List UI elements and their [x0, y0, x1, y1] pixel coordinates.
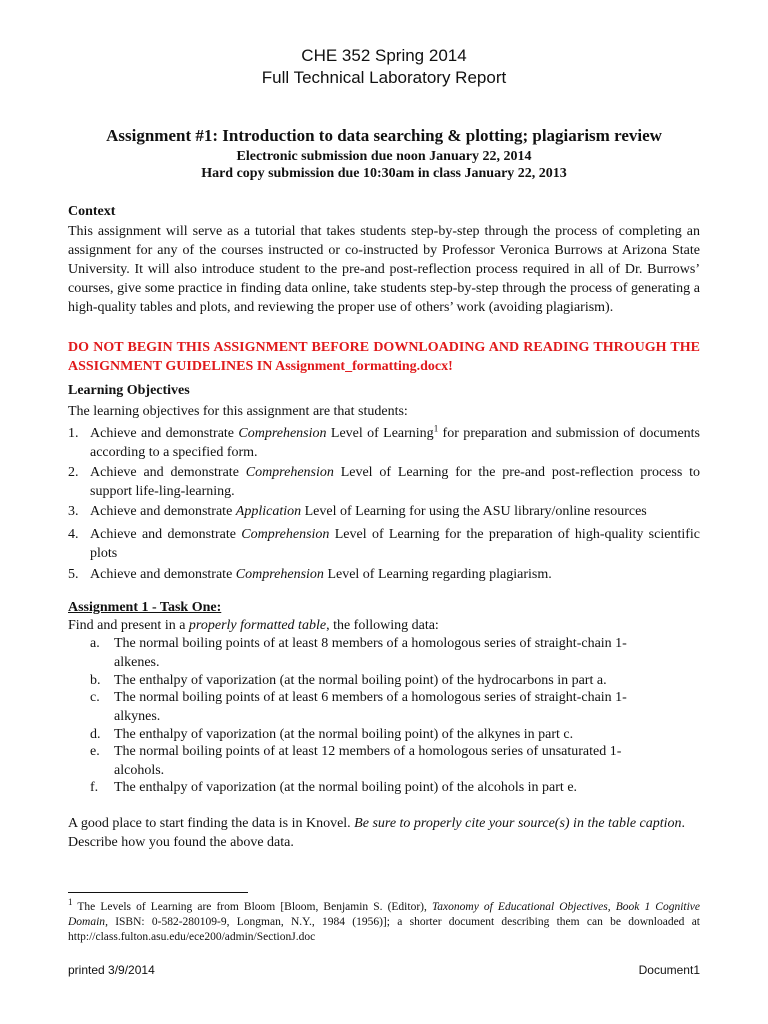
objective-level: Comprehension [245, 465, 334, 480]
task-item-text: The enthalpy of vaporization (at the normal boiling point) of the alcohols in part e. [114, 780, 578, 795]
objective-text: Achieve and demonstrate [90, 567, 236, 582]
objective-level: Comprehension [238, 426, 327, 441]
objective-item [68, 525, 700, 563]
task-item-text: The normal boiling points of at least 8 members of a homologous series of straight-chain 1-alkenes. [114, 636, 627, 670]
task-item-text: The enthalpy of vaporization (at the normal boiling point) of the hydrocarbons in part a. [114, 673, 607, 688]
objective-text: Achieve and demonstrate [90, 504, 236, 519]
footnote [68, 897, 700, 945]
footnote-book-title: Taxonomy of Educational Objectives, Book 1 Cognitive Domain [68, 901, 700, 928]
objective-text: Level of Learning [326, 426, 434, 441]
task-one-heading: Assignment 1 - Task One: [68, 600, 222, 615]
task-item-letter: c. [90, 690, 100, 705]
objective-level: Application [235, 504, 302, 519]
footnote-mark: 1 [68, 897, 73, 908]
closing-text: A good place to start finding the data is in Knovel. [68, 816, 355, 831]
objective-item [68, 502, 700, 521]
objective-number: 5. [68, 567, 79, 582]
course-title: CHE 352 Spring 2014 [301, 46, 467, 65]
objective-text: Achieve and demonstrate [90, 426, 239, 441]
footnote-reference: 1 [433, 423, 439, 434]
warning-notice: DO NOT BEGIN THIS ASSIGNMENT BEFORE DOWNLOADING AND READING THROUGH THE ASSIGNMENT GUIDELINES IN Assignment_formatting.docx! [68, 340, 700, 374]
objective-text: for preparation and submission of documents according to a specified form. [90, 426, 700, 460]
task-item [90, 634, 670, 672]
task-one-intro [68, 616, 700, 635]
footnote-text: , ISBN: 0-582-280109-9, Longman, N.Y., 1984 (1956)]; a shorter document describing them can be downloaded at http://class.fulton.asu.edu/ece200/admin/SectionJ.doc [68, 916, 700, 943]
task-item [90, 742, 670, 780]
context-heading: Context [68, 204, 116, 219]
task-item-text: The normal boiling points of at least 12 members of a homologous series of unsaturated 1-alcohols. [114, 744, 622, 778]
task-intro-emphasis: properly formatted table [188, 618, 327, 633]
objective-level: Comprehension [235, 567, 324, 582]
objective-item [68, 463, 700, 501]
objective-text: Level of Learning for the pre-and post-reflection process to support life-ling-learning. [90, 465, 700, 499]
objectives-heading: Learning Objectives [68, 383, 190, 398]
footnote-text: The Levels of Learning are from Bloom [Bloom, Benjamin S. (Editor), [72, 901, 432, 913]
objective-number: 1. [68, 426, 79, 441]
task-item-letter: d. [90, 727, 101, 742]
task-item [90, 778, 670, 797]
printed-date: printed 3/9/2014 [68, 963, 155, 977]
closing-text: . Describe how you found the above data. [68, 816, 686, 850]
task-item-letter: a. [90, 636, 100, 651]
objective-text: Achieve and demonstrate [90, 527, 242, 542]
objective-item [68, 565, 700, 584]
objective-level: Comprehension [241, 527, 330, 542]
task-intro-text: , the following data: [326, 618, 439, 633]
hardcopy-due-date: Hard copy submission due 10:30am in class January 22, 2013 [201, 166, 567, 181]
context-paragraph: This assignment will serve as a tutorial that takes students step-by-step through the process of completing an assignment for any of the courses instructed or co-instructed by Professor Veronica Burrows at Arizona State University. It will also introduce student to the pre-and post-reflection process required in all of Dr. Burrows’ courses, give some practice in finding data online, take students step-by-step through the process of generating a high-quality tables and plots, and reviewing the proper use of others’ work (avoiding plagiarism). [68, 224, 700, 315]
task-intro-text: Find and present in a [68, 618, 189, 633]
objective-item [68, 424, 700, 462]
closing-emphasis: Be sure to properly cite your source(s) in the table caption [354, 816, 682, 831]
task-one-closing [68, 814, 700, 852]
report-type-title: Full Technical Laboratory Report [261, 68, 507, 87]
objective-text: Level of Learning for the preparation of high-quality scientific plots [90, 527, 700, 561]
objective-text: Level of Learning for using the ASU library/online resources [301, 504, 647, 519]
footnote-divider [68, 892, 248, 893]
objectives-intro: The learning objectives for this assignment are that students: [68, 404, 408, 419]
objective-number: 2. [68, 465, 79, 480]
task-item-text: The enthalpy of vaporization (at the normal boiling point) of the alkynes in part c. [114, 727, 574, 742]
task-item [90, 688, 670, 726]
electronic-due-date: Electronic submission due noon January 22, 2014 [236, 149, 532, 164]
task-item-letter: f. [90, 780, 99, 795]
objective-number: 3. [68, 504, 79, 519]
objective-number: 4. [68, 527, 79, 542]
objective-text: Level of Learning regarding plagiarism. [323, 567, 552, 582]
assignment-title: Assignment #1: Introduction to data searching & plotting; plagiarism review [106, 126, 662, 145]
task-item-letter: b. [90, 673, 101, 688]
objective-text: Achieve and demonstrate [90, 465, 246, 480]
document-name: Document1 [638, 963, 700, 977]
task-item-text: The normal boiling points of at least 6 members of a homologous series of straight-chain 1-alkynes. [114, 690, 627, 724]
task-item-letter: e. [90, 744, 100, 759]
